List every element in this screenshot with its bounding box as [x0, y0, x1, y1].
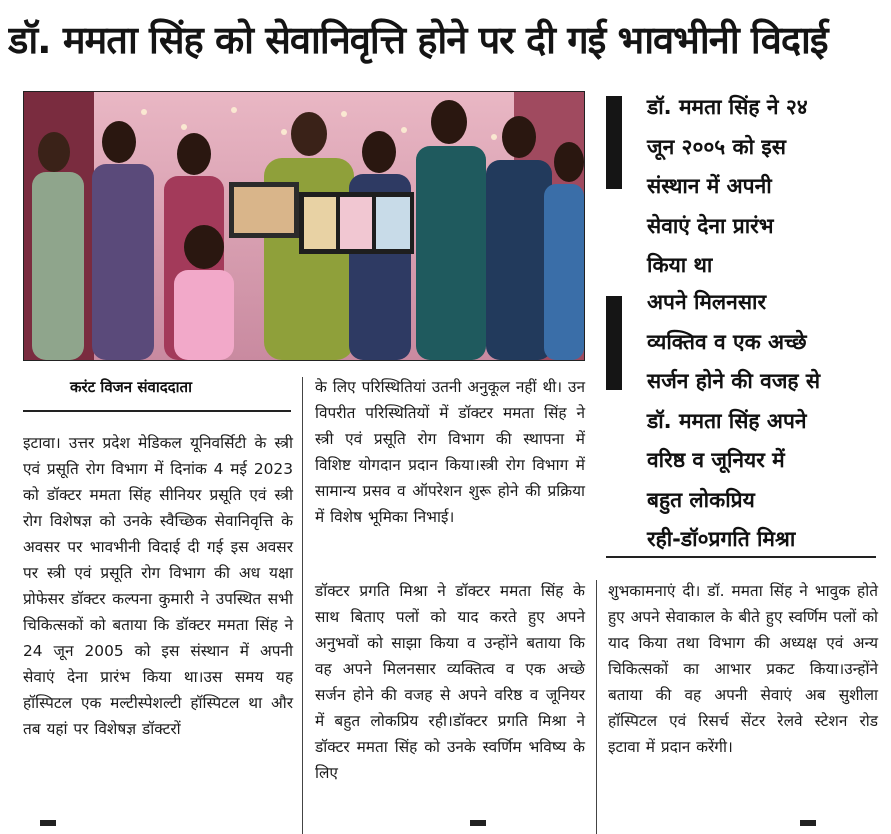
page-mark: [800, 820, 816, 826]
article-column-3: शुभकामनाएं दी। डॉ. ममता सिंह ने भावुक होते हुए अपने सेवाकाल के बीते हुए स्वर्णिम पलों को याद किया तथा विभाग की अध्यक्ष एवं अन्य चिकित्सकों का आभार प्रकट किया।उन्होंने बताया की वह अपनी सेवाएं अब सुशीला हॉस्पिटल एवं रिसर्च सेंटर रेलवे स्टेशन रोड इटावा में प्रदान करेंगी।: [608, 582, 878, 756]
byline: करंट विजन संवाददाता: [70, 378, 192, 396]
pull-quote-1: डॉ. ममता सिंह ने २४ जून २००५ को इस संस्थान में अपनी सेवाएं देना प्रारंभ किया था: [647, 95, 808, 277]
event-photo: [23, 91, 585, 361]
article-column-2a: के लिए परिस्थितियां उतनी अनुकूल नहीं थी। उन विपरीत परिस्थितियों में डॉक्टर ममता सिंह ने स्त्री एवं प्रसूति रोग विभाग की स्थापना में विशिष्ट योगदान प्रदान किया।स्त्री रोग विभाग में सामान्य प्रसव व ऑपरेशन शुरू होने की प्रक्रिया में विशेष भूमिका निभाई।: [315, 378, 585, 526]
column-divider-2: [596, 580, 597, 834]
pull-quote-1-bar: [606, 96, 622, 189]
page-mark: [40, 820, 56, 826]
pull-quote-2: अपने मिलनसार व्यक्तिव व एक अच्छे सर्जन होने की वजह से डॉ. ममता सिंह अपने वरिष्ठ व जूनियर में बहुत लोकप्रिय रही-डॉ०प्रगति मिश्रा: [647, 290, 821, 551]
article-column-1: इटावा। उत्तर प्रदेश मेडिकल यूनिवर्सिटी के स्त्री एवं प्रसूति रोग विभाग में दिनांक 4 मई 2023 को डॉक्टर ममता सिंह सीनियर प्रसूति एवं स्त्री रोग विशेषज्ञ को उनके स्वैच्छिक सेवानिवृत्ति के अवसर पर भावभीनी विदाई दी गई इस अवसर पर स्त्री एवं प्रसूति रोग विभाग की अध यक्षा प्रोफेसर डॉक्टर कल्पना कुमारी ने उपस्थित सभी चिकित्सकों को बताया कि डॉक्टर ममता सिंह ने 24 जून 2005 को इस संस्थान में अपनी सेवाएं देना प्रारंभ किया था।उस समय यह हॉस्पिटल एक मल्टीस्पेशल्टी हॉस्पिटल था और तब यहां पर विशेषज्ञ डॉक्टरों: [23, 434, 293, 738]
article-column-2b: डॉक्टर प्रगति मिश्रा ने डॉक्टर ममता सिंह के साथ बिताए पलों को याद करते हुए अपने अनुभवों को साझा किया व उन्होंने बताया कि वह अपने मिलनसार व्यक्तित्व व एक अच्छे सर्जन होने की वजह से अपने वरिष्ठ व जूनियर में बहुत लोकप्रिय रही।डॉक्टर प्रगति मिश्रा ने डॉक्टर ममता सिंह को उनके स्वर्णिम भविष्य के लिए: [315, 582, 585, 782]
page-mark: [470, 820, 486, 826]
column-divider-1: [302, 377, 303, 834]
byline-rule: [23, 410, 291, 412]
pull-quote-2-bar: [606, 296, 622, 390]
pull-quote-rule: [606, 556, 876, 558]
headline: डॉ. ममता सिंह को सेवानिवृत्ति होने पर दी गई भावभीनी विदाई: [8, 18, 828, 62]
